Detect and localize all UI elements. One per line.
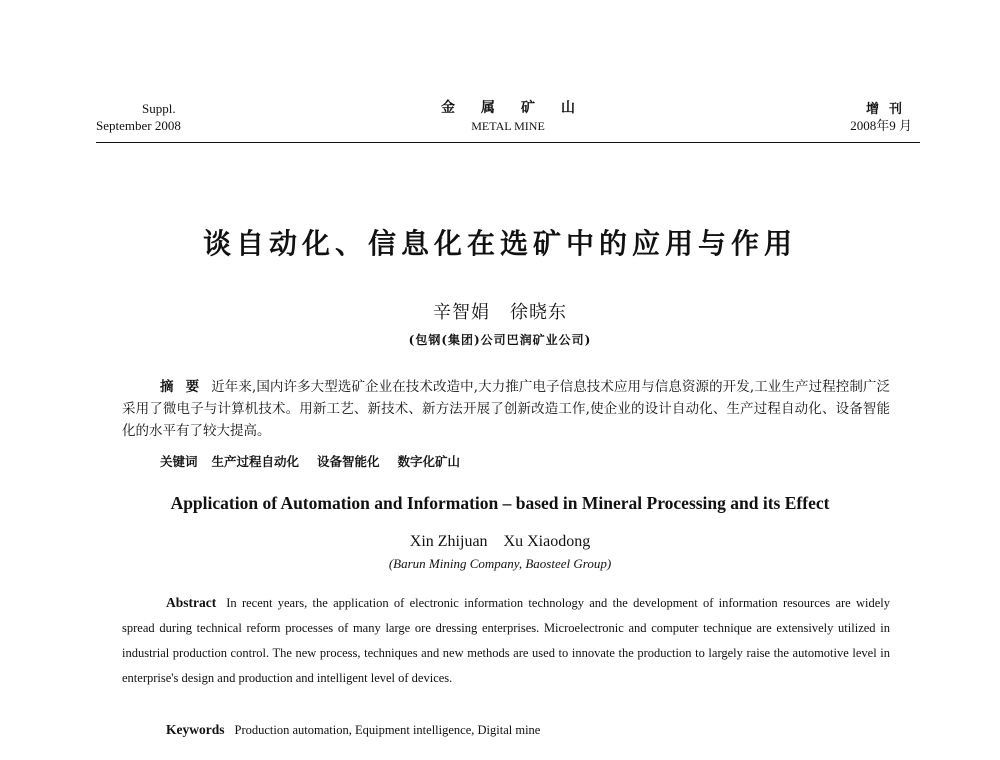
header-date-cn: 2008年9 月 [850,118,912,133]
title-cn: 谈自动化、信息化在选矿中的应用与作用 [202,227,797,260]
header-supplement-cn: 增刊 [865,101,912,116]
journal-name-cn: 金属矿山 [441,101,601,116]
header-rule [96,142,920,143]
affiliation-en: (Barun Mining Company, Baosteel Group) [388,556,612,571]
abstract-text-en: In recent years, the application of electronic information technology and the development of information resources are widely spread during technical reform processes of many large ore dressing enterprises. Microelectronic and computer technique are extensively utilized in industrial production control. The new process, techniques and new methods are used to innovate the production to largely raise the automotive level in enterprise's design and production and intelligent level of devices. [122,596,890,685]
authors-cn [0,298,1000,324]
abstract-label-en: Abstract [166,595,217,610]
keywords-en [166,722,540,738]
keywords-label-cn: 关键词 [160,454,198,469]
affiliation-cn: (包钢(集团)公司巴润矿业公司) [408,333,592,347]
keyword-cn-2: 设备智能化 [317,454,380,469]
author-en-2: Xu Xiaodong [503,533,591,550]
header-journal [96,100,920,136]
header-date-en: September 2008 [96,118,181,133]
header-right [850,100,912,134]
abstract-label-cn: 摘要 [160,379,212,395]
keywords-text-en: Production automation, Equipment intelligence, Digital mine [234,723,541,737]
title-en: Application of Automation and Information – based in Mineral Processing and its Effect [170,493,830,513]
keyword-cn-3: 数字化矿山 [397,454,461,469]
author-cn-2: 徐晓东 [510,302,567,323]
abstract-cn [122,376,890,442]
running-header [96,100,920,140]
keywords-cn [160,452,880,470]
keyword-cn-1: 生产过程自动化 [211,454,300,469]
header-suppl: Suppl. [142,101,176,116]
journal-name-en: METAL MINE [471,119,545,133]
keywords-label-en: Keywords [166,722,225,737]
author-cn-1: 辛智娟 [433,302,490,323]
abstract-text-cn: 近年来,国内许多大型选矿企业在技术改造中,大力推广电子信息技术应用与信息资源的开发,工业生产过程控制广泛采用了微电子与计算机技术。用新工艺、新技术、新方法开展了创新改造工作,使企业的设计自动化、生产过程自动化、设备智能化的水平有了较大提高。 [122,379,891,439]
authors-en [0,533,1000,551]
abstract-en [122,590,890,691]
author-en-1: Xin Zhijuan [409,533,488,550]
